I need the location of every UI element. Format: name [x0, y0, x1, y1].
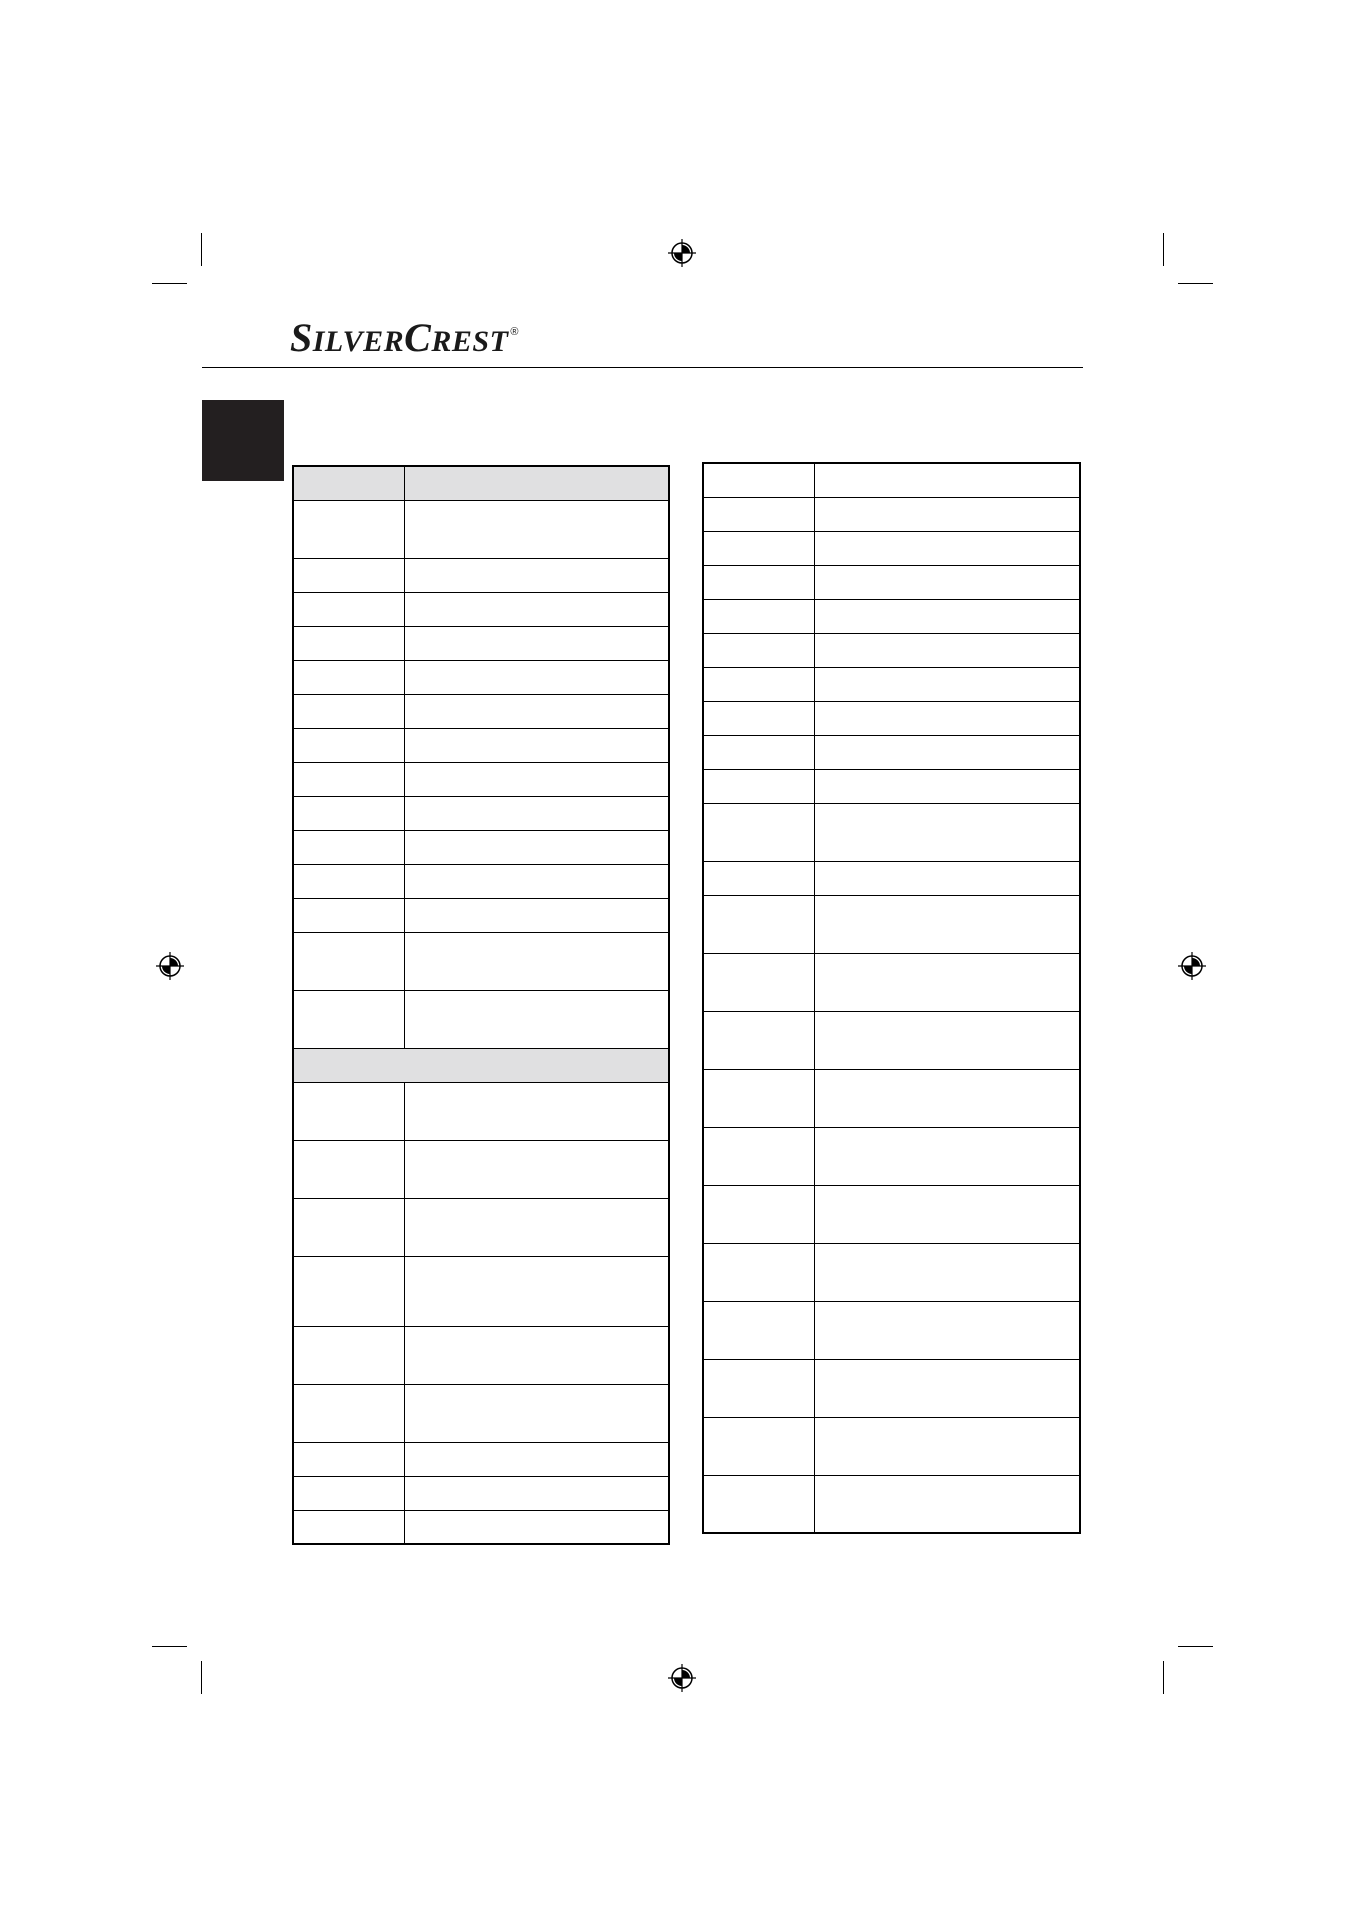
label-cell	[293, 864, 404, 898]
label-cell	[703, 895, 814, 953]
label-cell	[293, 1140, 404, 1198]
label-cell	[293, 660, 404, 694]
label-cell	[703, 1127, 814, 1185]
table-row	[293, 932, 669, 990]
value-cell	[814, 1185, 1080, 1243]
table-row	[703, 633, 1080, 667]
value-cell	[814, 1475, 1080, 1533]
value-cell	[404, 864, 669, 898]
value-cell	[404, 1326, 669, 1384]
table-row	[703, 701, 1080, 735]
label-cell	[703, 1359, 814, 1417]
table-row	[293, 592, 669, 626]
crop-mark-top-right	[1163, 233, 1164, 266]
value-cell	[404, 898, 669, 932]
label-cell	[293, 898, 404, 932]
table-row	[293, 626, 669, 660]
label-cell	[293, 558, 404, 592]
label-cell	[703, 633, 814, 667]
table-row	[703, 1301, 1080, 1359]
value-cell	[404, 1256, 669, 1326]
crop-mark-top-left	[201, 233, 202, 266]
value-cell	[404, 932, 669, 990]
label-cell	[293, 1384, 404, 1442]
label-cell	[703, 1301, 814, 1359]
table-row	[703, 667, 1080, 701]
value-cell	[404, 1082, 669, 1140]
label-cell	[703, 735, 814, 769]
value-cell	[404, 694, 669, 728]
value-cell	[404, 466, 669, 500]
value-cell	[814, 1301, 1080, 1359]
registration-mark-top	[668, 239, 696, 267]
label-cell	[703, 1069, 814, 1127]
value-cell	[814, 1011, 1080, 1069]
table-row	[703, 1069, 1080, 1127]
spec-table-left-body	[293, 466, 669, 1544]
value-cell	[814, 1417, 1080, 1475]
label-cell	[293, 626, 404, 660]
table-row	[293, 1510, 669, 1544]
label-cell	[293, 762, 404, 796]
value-cell	[814, 463, 1080, 497]
value-cell	[814, 701, 1080, 735]
logo-initial-s: S	[290, 315, 313, 360]
value-cell	[814, 667, 1080, 701]
value-cell	[404, 728, 669, 762]
value-cell	[814, 803, 1080, 861]
label-cell	[293, 1510, 404, 1544]
label-cell	[703, 1475, 814, 1533]
table-row	[703, 1011, 1080, 1069]
label-cell	[703, 803, 814, 861]
label-cell	[703, 701, 814, 735]
table-row	[703, 735, 1080, 769]
crop-mark-bottom-right	[1178, 1646, 1213, 1647]
label-cell	[703, 1185, 814, 1243]
value-cell	[404, 660, 669, 694]
label-cell	[293, 1442, 404, 1476]
value-cell	[404, 626, 669, 660]
table-row	[703, 895, 1080, 953]
value-cell	[814, 599, 1080, 633]
table-row	[293, 990, 669, 1048]
label-cell	[293, 1082, 404, 1140]
table-row	[703, 769, 1080, 803]
value-cell	[404, 1442, 669, 1476]
value-cell	[814, 1359, 1080, 1417]
table-row	[703, 1475, 1080, 1533]
value-cell	[814, 497, 1080, 531]
table-row	[293, 1442, 669, 1476]
value-cell	[814, 1243, 1080, 1301]
table-row	[293, 1256, 669, 1326]
value-cell	[404, 1140, 669, 1198]
value-cell	[404, 1510, 669, 1544]
label-cell	[293, 1256, 404, 1326]
table-row	[293, 1384, 669, 1442]
value-cell	[814, 531, 1080, 565]
table-row	[293, 796, 669, 830]
label-cell	[703, 667, 814, 701]
header-rule	[202, 367, 1083, 368]
label-cell	[293, 830, 404, 864]
label-cell	[703, 463, 814, 497]
value-cell	[814, 861, 1080, 895]
value-cell	[814, 895, 1080, 953]
section-cell	[293, 1048, 669, 1082]
table-row	[293, 898, 669, 932]
crop-mark-bottom-left	[201, 1661, 202, 1694]
table-row	[293, 1198, 669, 1256]
crop-mark-bottom-right	[1163, 1661, 1164, 1694]
value-cell	[404, 558, 669, 592]
table-row	[293, 1082, 669, 1140]
table-row	[293, 500, 669, 558]
crop-mark-top-right	[1178, 283, 1213, 284]
label-cell	[293, 990, 404, 1048]
registration-mark-bottom	[668, 1664, 696, 1692]
label-cell	[293, 466, 404, 500]
spec-table-right-body	[703, 463, 1080, 1533]
label-cell	[293, 728, 404, 762]
table-row	[703, 1359, 1080, 1417]
value-cell	[404, 762, 669, 796]
label-cell	[293, 796, 404, 830]
label-cell	[703, 953, 814, 1011]
label-cell	[703, 769, 814, 803]
table-row	[703, 463, 1080, 497]
label-cell	[293, 932, 404, 990]
table-section-row	[293, 466, 669, 500]
table-row	[703, 1185, 1080, 1243]
value-cell	[404, 796, 669, 830]
label-cell	[293, 592, 404, 626]
value-cell	[404, 990, 669, 1048]
label-cell	[703, 599, 814, 633]
value-cell	[814, 769, 1080, 803]
table-row	[703, 861, 1080, 895]
table-row	[703, 599, 1080, 633]
logo-text-ilver: ILVER	[312, 325, 405, 358]
label-cell	[293, 694, 404, 728]
value-cell	[404, 1384, 669, 1442]
value-cell	[404, 1198, 669, 1256]
spec-table-right	[702, 462, 1081, 1534]
label-cell	[293, 1198, 404, 1256]
crop-mark-top-left	[152, 283, 187, 284]
silvercrest-logo	[290, 315, 519, 360]
registered-trademark-symbol: ®	[510, 326, 519, 338]
table-row	[293, 728, 669, 762]
label-cell	[703, 497, 814, 531]
table-row	[703, 803, 1080, 861]
value-cell	[814, 1127, 1080, 1185]
table-row	[293, 1140, 669, 1198]
label-cell	[293, 1326, 404, 1384]
registration-mark-left	[156, 952, 184, 980]
label-cell	[293, 500, 404, 558]
logo-text-rest: REST	[431, 325, 509, 358]
value-cell	[814, 565, 1080, 599]
registration-mark-right	[1178, 952, 1206, 980]
logo-initial-c: C	[404, 315, 432, 360]
table-row	[293, 694, 669, 728]
table-row	[293, 1476, 669, 1510]
value-cell	[404, 1476, 669, 1510]
crop-mark-bottom-left	[152, 1646, 187, 1647]
table-row	[703, 531, 1080, 565]
label-cell	[703, 531, 814, 565]
table-row	[703, 1127, 1080, 1185]
label-cell	[703, 565, 814, 599]
label-cell	[703, 1417, 814, 1475]
value-cell	[404, 592, 669, 626]
label-cell	[703, 1011, 814, 1069]
table-row	[293, 830, 669, 864]
table-row	[703, 497, 1080, 531]
table-row	[293, 558, 669, 592]
spec-table-left	[292, 465, 670, 1545]
table-row	[293, 1326, 669, 1384]
language-tab-marker	[202, 400, 284, 481]
table-section-row	[293, 1048, 669, 1082]
table-row	[293, 660, 669, 694]
value-cell	[814, 633, 1080, 667]
value-cell	[814, 953, 1080, 1011]
table-row	[293, 762, 669, 796]
label-cell	[703, 1243, 814, 1301]
value-cell	[404, 830, 669, 864]
value-cell	[404, 500, 669, 558]
value-cell	[814, 1069, 1080, 1127]
table-row	[703, 565, 1080, 599]
table-row	[703, 953, 1080, 1011]
value-cell	[814, 735, 1080, 769]
table-row	[703, 1243, 1080, 1301]
label-cell	[703, 861, 814, 895]
label-cell	[293, 1476, 404, 1510]
table-row	[703, 1417, 1080, 1475]
table-row	[293, 864, 669, 898]
